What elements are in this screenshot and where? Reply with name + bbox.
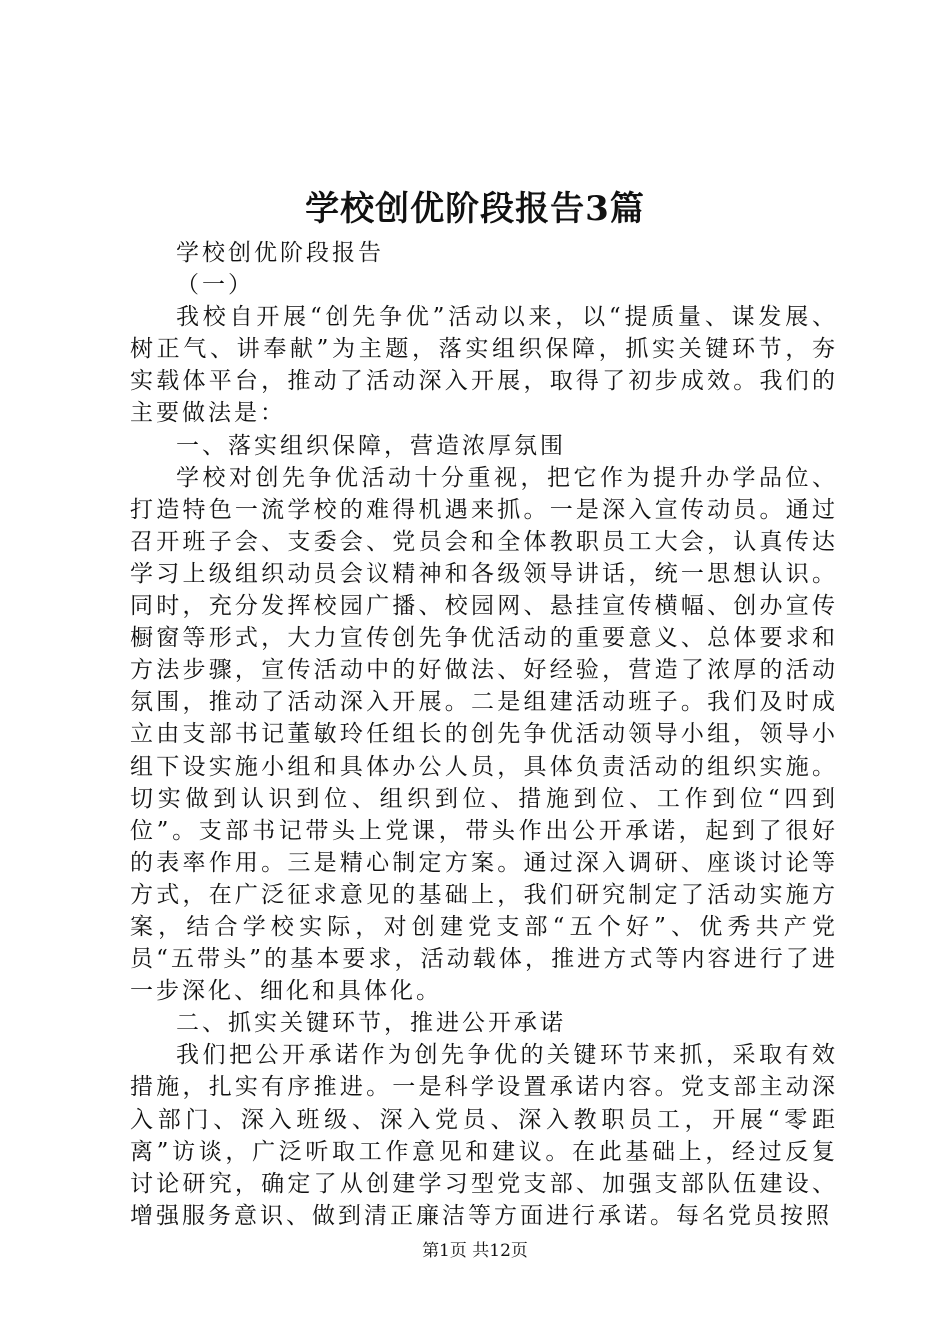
subtitle-paragraph: 学校创优阶段报告 <box>176 240 384 266</box>
section-heading-2: 二、抓实关键环节，推进公开承诺 <box>176 1010 566 1037</box>
section-2-paragraph: 我们把公开承诺作为创先争优的关键环节来抓，采取有效措施，扎实有序推进。一是科学设置承诺内容。党支部主动深入部门、深入班级、深入党员、深入教职员工，开展“零距离”访谈，广泛听取工作意见和建议。在此基础上，经过反复讨论研究，确定了从创建学习型党支部、加强支部队伍建设、增强服务意识、做到清正廉洁等方面进行承诺。每名党员按照 <box>130 1042 838 1229</box>
document-title: 学校创优阶段报告3篇 <box>305 189 645 229</box>
document-body <box>130 237 838 1232</box>
section-number-paragraph: （一） <box>176 272 254 299</box>
page-footer: 第1页 共12页 <box>422 1241 528 1261</box>
intro-paragraph: 我校自开展“创先争优”活动以来，以“提质量、谋发展、树正气、讲奉献”为主题，落实组织保障，抓实关键环节，夯实载体平台，推动了活动深入开展，取得了初步成效。我们的主要做法是： <box>130 304 838 427</box>
section-heading-1: 一、落实组织保障，营造浓厚氛围 <box>176 432 566 459</box>
section-1-paragraph: 学校对创先争优活动十分重视，把它作为提升办学品位、打造特色一流学校的难得机遇来抓。一是深入宣传动员。通过召开班子会、支委会、党员会和全体教职员工大会，认真传达学习上级组织动员会议精神和各级领导讲话，统一思想认识。同时，充分发挥校园广播、校园网、悬挂宣传横幅、创办宣传橱窗等形式，大力宣传创先争优活动的重要意义、总体要求和方法步骤，宣传活动中的好做法、好经验，营造了浓厚的活动氛围，推动了活动深入开展。二是组建活动班子。我们及时成立由支部书记董敏玲任组长的创先争优活动领导小组，领导小组下设实施小组和具体办公人员，具体负责活动的组织实施。切实做到认识到位、组织到位、措施到位、工作到位“四到位”。支部书记带头上党课，带头作出公开承诺，起到了很好的表率作用。三是精心制定方案。通过深入调研、座谈讨论等方式，在广泛征求意见的基础上，我们研究制定了活动实施方案，结合学校实际，对创建党支部“五个好”、优秀共产党员“五带头”的基本要求，活动载体，推进方式等内容进行了进一步深化、细化和具体化。 <box>130 464 838 1005</box>
